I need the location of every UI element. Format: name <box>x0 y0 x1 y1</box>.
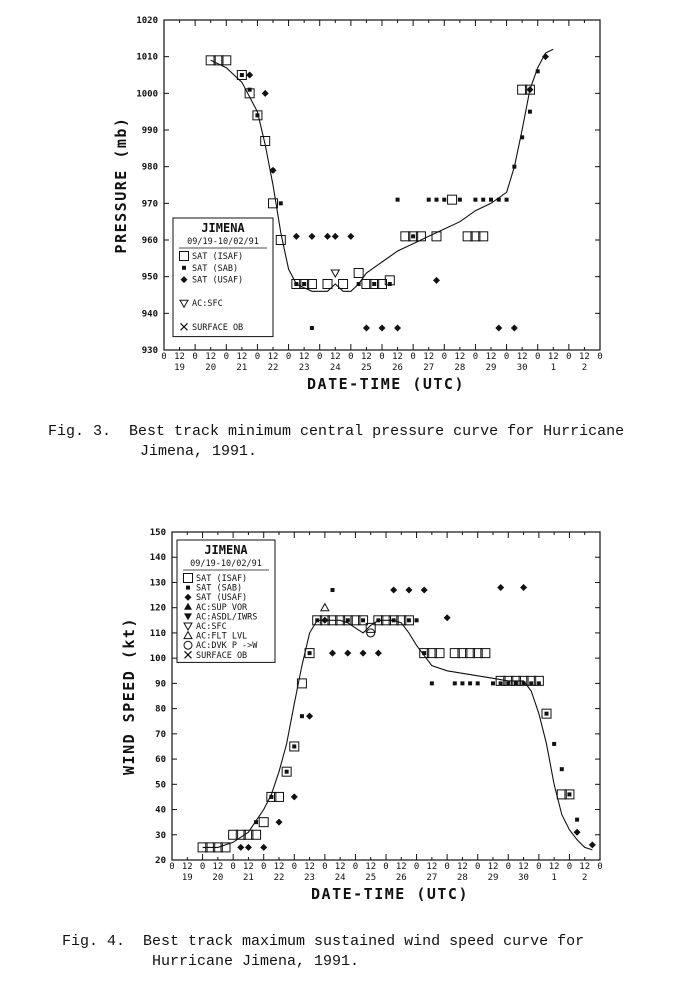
legend-label: AC:SUP VOR <box>196 602 248 613</box>
x-hour-label: 0 <box>169 862 175 872</box>
data-point <box>468 681 472 685</box>
data-point <box>294 282 298 286</box>
x-hour-label: 0 <box>352 862 359 872</box>
data-point <box>481 198 485 202</box>
y-tick-label: 1020 <box>136 16 158 26</box>
y-tick-label: 1000 <box>136 89 158 100</box>
data-point <box>396 198 400 202</box>
x-hour-label: 12 <box>579 862 591 872</box>
y-tick-label: 930 <box>141 346 158 356</box>
x-day-label: 1 <box>550 363 556 373</box>
data-point <box>245 844 252 851</box>
x-hour-label: 12 <box>392 352 403 362</box>
x-hour-label: 0 <box>348 352 354 362</box>
y-tick-label: 120 <box>149 603 166 614</box>
legend-label: SAT (USAF) <box>196 593 248 604</box>
data-point <box>285 770 289 774</box>
data-point <box>520 135 524 139</box>
data-point <box>308 233 315 240</box>
x-hour-label: 0 <box>505 862 511 872</box>
x-hour-label: 0 <box>254 352 261 362</box>
series-ac-flt-lvl <box>321 604 329 611</box>
y-tick-label: 960 <box>141 236 158 246</box>
y-tick-label: 130 <box>149 578 166 589</box>
x-day-label: 24 <box>334 873 346 883</box>
legend-label: AC:SFC <box>196 622 227 632</box>
series-sat-usaf- <box>246 53 549 331</box>
x-hour-label: 0 <box>410 352 416 362</box>
data-point <box>315 618 319 622</box>
data-point <box>331 588 335 592</box>
y-tick-label: 980 <box>141 162 158 173</box>
caption-text: Best track maximum sustained wind speed curve for <box>143 933 585 950</box>
y-tick-label: 40 <box>155 805 166 816</box>
x-hour-label: 12 <box>395 862 407 872</box>
x-day-label: 30 <box>518 873 529 883</box>
data-point <box>567 792 571 796</box>
x-hour-label: 12 <box>236 352 248 362</box>
legend-dates: 09/19-10/02/91 <box>187 237 259 247</box>
data-point <box>415 618 419 622</box>
data-point <box>262 90 269 97</box>
data-point <box>346 618 350 622</box>
x-day-label: 23 <box>304 873 315 883</box>
x-hour-label: 0 <box>379 352 385 362</box>
figure-4-caption-line2: Hurricane Jimena, 1991. <box>152 953 360 970</box>
x-day-label: 1 <box>551 873 557 883</box>
data-point <box>489 198 493 202</box>
y-tick-label: 30 <box>155 830 166 841</box>
x-hour-label: 0 <box>285 352 292 362</box>
data-point <box>560 767 564 771</box>
x-hour-label: 12 <box>487 862 499 872</box>
data-point <box>392 618 396 622</box>
data-point <box>367 629 375 637</box>
data-point <box>511 325 518 332</box>
data-point <box>575 818 579 822</box>
x-day-label: 27 <box>423 363 435 373</box>
x-hour-label: 12 <box>426 862 438 872</box>
data-point <box>552 742 556 746</box>
y-axis-title: WIND SPEED (kt) <box>120 617 138 775</box>
legend-marker <box>186 586 190 590</box>
x-hour-label: 12 <box>267 352 279 362</box>
data-point <box>248 88 252 92</box>
series-ac-sfc <box>331 270 339 277</box>
data-point <box>376 618 380 622</box>
data-point <box>324 233 331 240</box>
data-point <box>279 201 283 205</box>
x-hour-label: 12 <box>365 862 377 872</box>
x-day-label: 19 <box>174 363 185 373</box>
x-day-label: 22 <box>267 363 279 373</box>
data-point <box>394 325 401 332</box>
x-hour-label: 0 <box>536 862 542 872</box>
data-point <box>360 650 367 657</box>
x-day-label: 25 <box>361 363 372 373</box>
x-hour-label: 12 <box>329 352 341 362</box>
data-point <box>302 282 306 286</box>
data-point <box>460 681 464 685</box>
data-point <box>422 651 426 655</box>
legend-label: SAT (SAB) <box>192 263 239 274</box>
data-point <box>255 113 259 117</box>
x-hour-label: 12 <box>457 862 468 872</box>
data-point <box>430 681 434 685</box>
x-hour-label: 12 <box>423 352 435 362</box>
data-point <box>308 651 312 655</box>
x-hour-label: 0 <box>413 862 420 872</box>
figure-3-caption-line2: Jimena, 1991. <box>140 443 258 460</box>
data-point <box>512 165 516 169</box>
data-point <box>526 86 533 93</box>
x-hour-label: 0 <box>291 862 297 872</box>
y-axis-title: PRESSURE (mb) <box>112 116 130 254</box>
x-hour-label: 0 <box>199 862 206 872</box>
x-hour-label: 0 <box>261 862 267 872</box>
y-tick-label: 70 <box>155 729 166 740</box>
y-tick-label: 80 <box>155 704 166 715</box>
data-point <box>347 233 354 240</box>
data-point <box>473 198 477 202</box>
x-day-label: 25 <box>365 873 377 883</box>
x-hour-label: 12 <box>361 352 372 362</box>
data-point <box>269 795 273 799</box>
x-hour-label: 12 <box>485 352 497 362</box>
x-hour-label: 12 <box>212 862 224 872</box>
x-hour-label: 12 <box>304 862 315 872</box>
y-tick-label: 110 <box>149 628 166 639</box>
x-hour-label: 12 <box>454 352 466 362</box>
x-day-label: 28 <box>454 363 466 373</box>
legend-label: SAT (ISAF) <box>196 574 248 584</box>
data-point <box>491 681 495 685</box>
data-point <box>291 793 298 800</box>
data-point <box>458 198 462 202</box>
data-point <box>536 69 540 73</box>
x-hour-label: 12 <box>516 352 528 362</box>
y-tick-label: 990 <box>141 126 158 136</box>
caption-text: Best track minimum central pressure curve for Hurricane <box>129 423 625 440</box>
y-tick-label: 20 <box>155 856 166 866</box>
y-tick-label: 50 <box>155 780 166 791</box>
data-point <box>411 234 415 238</box>
x-hour-label: 12 <box>181 862 193 872</box>
data-point <box>421 587 428 594</box>
data-point <box>344 650 351 657</box>
data-point <box>435 198 439 202</box>
data-point <box>300 714 304 718</box>
data-point <box>448 195 457 204</box>
legend-label: SAT (SAB) <box>196 583 243 594</box>
data-point <box>276 236 285 245</box>
x-hour-label: 12 <box>518 862 529 872</box>
data-point <box>497 198 501 202</box>
data-point <box>293 233 300 240</box>
x-hour-label: 0 <box>597 352 603 362</box>
legend-label: AC:DVK P ->W <box>196 641 258 652</box>
data-point <box>529 681 533 685</box>
data-point <box>329 650 336 657</box>
data-point <box>514 681 518 685</box>
data-point <box>499 681 503 685</box>
data-point <box>506 681 510 685</box>
y-tick-label: 140 <box>149 553 166 564</box>
data-point <box>363 325 370 332</box>
data-point <box>476 681 480 685</box>
data-point <box>505 198 509 202</box>
data-point <box>388 282 392 286</box>
data-point <box>254 820 258 824</box>
x-hour-label: 0 <box>192 352 198 362</box>
y-tick-label: 1010 <box>136 52 158 63</box>
x-day-label: 26 <box>395 873 407 883</box>
x-hour-label: 0 <box>566 862 573 872</box>
x-hour-label: 0 <box>223 352 229 362</box>
x-day-label: 21 <box>236 363 248 373</box>
x-hour-label: 0 <box>322 862 328 872</box>
legend-label: AC:FLT LVL <box>196 631 248 642</box>
data-point <box>522 681 526 685</box>
series-sat-sab- <box>254 588 579 824</box>
legend-marker <box>182 266 186 270</box>
x-day-label: 27 <box>426 873 438 883</box>
x-day-label: 21 <box>243 873 254 883</box>
x-hour-label: 0 <box>597 862 603 872</box>
x-hour-label: 0 <box>535 352 541 362</box>
data-point <box>310 326 314 330</box>
data-point <box>357 282 361 286</box>
data-point <box>528 110 532 114</box>
x-hour-label: 12 <box>205 352 217 362</box>
data-point <box>292 744 296 748</box>
x-day-label: 29 <box>487 873 499 883</box>
x-hour-label: 0 <box>472 352 479 362</box>
x-hour-label: 12 <box>547 352 559 362</box>
data-point <box>372 282 376 286</box>
x-day-label: 19 <box>181 873 193 883</box>
x-hour-label: 0 <box>503 352 510 362</box>
legend-title: JIMENA <box>204 543 248 557</box>
pressure-chart <box>0 0 699 470</box>
data-point <box>240 73 244 77</box>
data-point <box>495 325 502 332</box>
y-tick-label: 970 <box>141 199 158 210</box>
data-point <box>321 617 328 624</box>
caption-label: Fig. 4. <box>62 933 126 950</box>
legend-label: SAT (USAF) <box>192 275 244 286</box>
x-hour-label: 12 <box>243 862 254 872</box>
x-day-label: 26 <box>392 363 403 373</box>
y-tick-label: 60 <box>155 755 166 766</box>
x-hour-label: 12 <box>548 862 560 872</box>
series-ac-dvk-p-w <box>367 629 375 637</box>
x-hour-label: 0 <box>317 352 323 362</box>
data-point <box>444 614 451 621</box>
data-point <box>537 681 541 685</box>
x-hour-label: 0 <box>161 352 167 362</box>
caption-label: Fig. 3. <box>48 423 112 440</box>
legend-label: SURFACE OB <box>196 650 248 661</box>
x-hour-label: 0 <box>230 862 236 872</box>
data-point <box>433 277 440 284</box>
data-point <box>520 584 527 591</box>
figure-3-caption <box>48 422 624 441</box>
data-point <box>339 280 348 289</box>
data-point <box>306 713 313 720</box>
data-point <box>260 844 267 851</box>
data-point <box>545 712 549 716</box>
data-point <box>453 681 457 685</box>
x-day-label: 23 <box>298 363 310 373</box>
data-point <box>361 618 365 622</box>
x-day-label: 24 <box>329 363 341 373</box>
x-hour-label: 0 <box>441 352 447 362</box>
x-hour-label: 12 <box>298 352 310 362</box>
series-sat-sab- <box>240 69 540 330</box>
legend-label: SURFACE OB <box>192 322 244 333</box>
wind-speed-chart <box>0 515 699 990</box>
x-hour-label: 0 <box>566 352 572 362</box>
x-hour-label: 12 <box>334 862 346 872</box>
y-tick-label: 940 <box>141 309 158 320</box>
data-point <box>442 198 446 202</box>
y-tick-label: 90 <box>155 679 166 690</box>
x-day-label: 20 <box>205 363 217 373</box>
x-axis-title: DATE-TIME (UTC) <box>311 885 469 903</box>
data-point <box>331 270 339 277</box>
x-hour-label: 0 <box>383 862 389 872</box>
data-point <box>276 819 283 826</box>
legend-label: AC:ASDL/IWRS <box>196 612 258 623</box>
data-point <box>407 618 411 622</box>
data-point <box>246 72 253 79</box>
data-point <box>259 818 268 827</box>
data-point <box>574 829 581 836</box>
x-axis-title: DATE-TIME (UTC) <box>307 375 465 393</box>
x-hour-label: 12 <box>273 862 285 872</box>
data-point <box>589 841 596 848</box>
legend-title: JIMENA <box>201 221 245 235</box>
x-hour-label: 0 <box>444 862 450 872</box>
data-point <box>332 233 339 240</box>
x-hour-label: 0 <box>475 862 481 872</box>
x-day-label: 2 <box>581 363 588 373</box>
x-day-label: 29 <box>485 363 497 373</box>
y-tick-label: 150 <box>149 528 166 538</box>
figure-4-caption <box>62 932 584 951</box>
legend-dates: 09/19-10/02/91 <box>190 559 262 569</box>
data-point <box>354 269 363 278</box>
y-tick-label: 100 <box>149 654 166 665</box>
data-point <box>390 587 397 594</box>
x-day-label: 28 <box>457 873 468 883</box>
data-point <box>497 584 504 591</box>
data-point <box>321 604 329 611</box>
data-point <box>542 53 549 60</box>
x-day-label: 22 <box>273 873 285 883</box>
y-tick-label: 950 <box>141 272 158 283</box>
data-point <box>237 844 244 851</box>
data-point <box>379 325 386 332</box>
data-point <box>323 280 332 289</box>
x-hour-label: 12 <box>174 352 185 362</box>
x-day-label: 30 <box>516 363 528 373</box>
data-point <box>375 650 382 657</box>
x-hour-label: 12 <box>579 352 590 362</box>
x-day-label: 2 <box>582 873 588 883</box>
data-point <box>405 587 412 594</box>
x-day-label: 20 <box>212 873 224 883</box>
legend-label: AC:SFC <box>192 299 223 310</box>
data-point <box>427 198 431 202</box>
legend-label: SAT (ISAF) <box>192 252 244 262</box>
